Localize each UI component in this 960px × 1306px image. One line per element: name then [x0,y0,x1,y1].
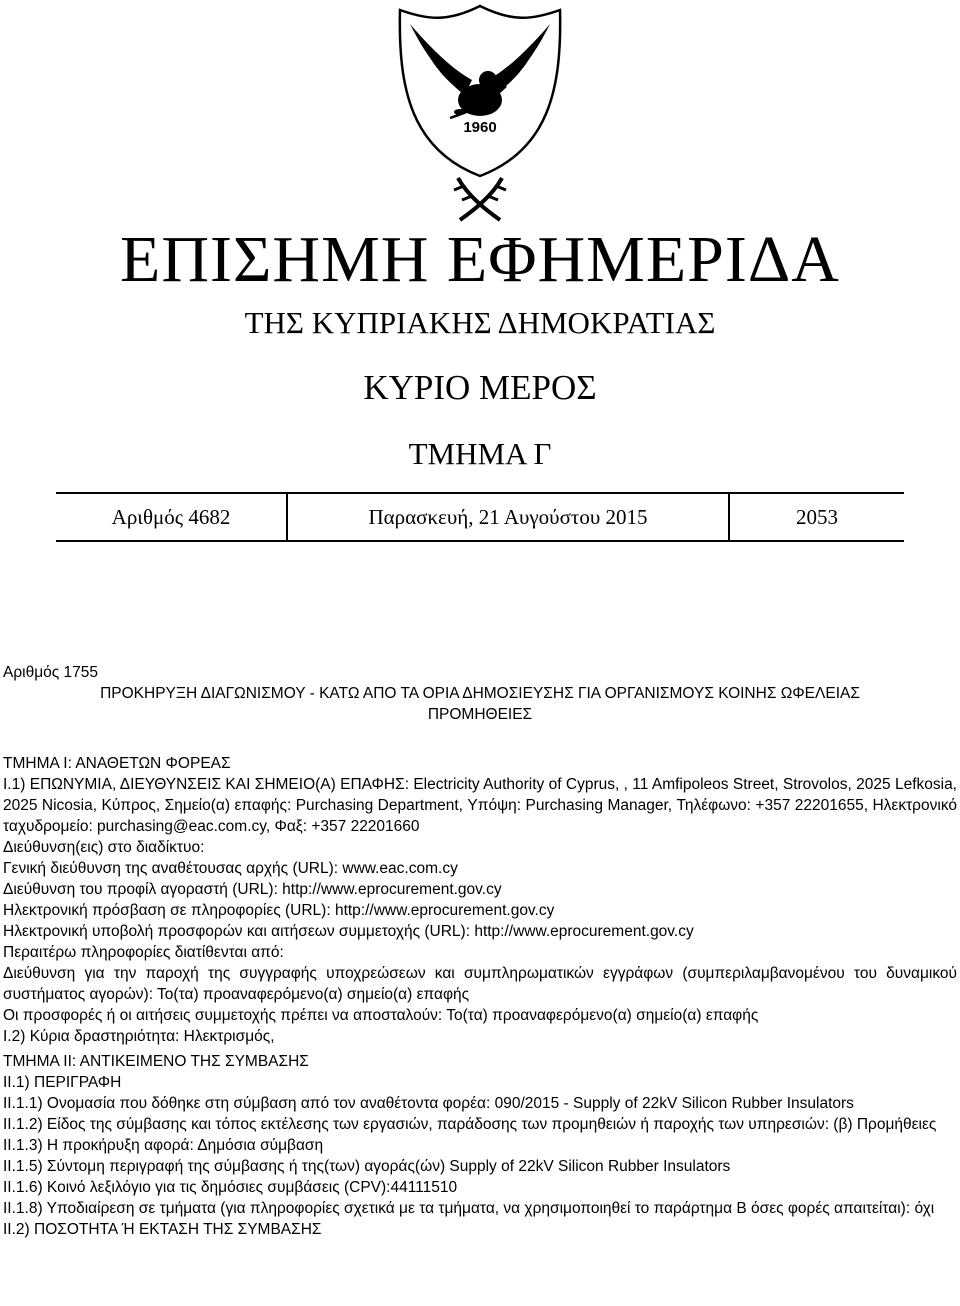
paragraph: Ηλεκτρονική πρόσβαση σε πληροφορίες (URL): http://www.eprocurement.gov.cy [3,902,555,919]
cyprus-emblem [388,0,572,228]
section-heading: ΤΜΗΜΑ ΙΙ: ΑΝΤΙΚΕΙΜΕΝΟ ΤΗΣ ΣΥΜΒΑΣΗΣ [3,1053,309,1070]
page-number: 2053 [796,504,838,529]
paragraph: Οι προσφορές ή οι αιτήσεις συμμετοχής πρέπει να αποσταλούν: Το(τα) προαναφερόμενο(α) σημείο(α) επαφής [3,1007,759,1024]
section-title: ΤΜΗΜΑ Γ [408,436,552,471]
notice-body [0,662,960,1240]
paragraph: ΙΙ.1) ΠΕΡΙΓΡΑΦΗ [3,1074,122,1091]
paragraph: Διεύθυνση του προφίλ αγοραστή (URL): http://www.eprocurement.gov.cy [3,881,502,898]
section-heading: ΤΜΗΜΑ Ι: ΑΝΑΘΕΤΩΝ ΦΟΡΕΑΣ [3,755,231,772]
paragraph: ΙΙ.1.6) Κοινό λεξιλόγιο για τις δημόσιες συμβάσεις (CPV):44111510 [3,1179,458,1196]
paragraph: Ηλεκτρονική υποβολή προσφορών και αιτήσεων συμμετοχής (URL): http://www.eprocurement.gov.cy [3,923,694,940]
cyprus-dove-emblem-icon [388,0,572,228]
issue-number: Αριθμός 4682 [56,494,288,540]
paragraph: ΙΙ.1.2) Είδος της σύμβασης και τόπος εκτέλεσης των εργασιών, παράδοσης των προμηθειών ή παροχής των υπηρεσιών: (β) Προμήθειες [3,1116,937,1133]
paragraph: Διεύθυνση(εις) στο διαδίκτυο: [3,839,205,856]
paragraph: ΙΙ.1.1) Ονομασία που δόθηκε στη σύμβαση από τον αναθέτοντα φορέα: 090/2015 - Supply of 22kV Silicon Rubber Insulators [3,1095,854,1112]
paragraph: ΙΙ.2) ΠΟΣΟΤΗΤΑ Ή ΕΚΤΑΣΗ ΤΗΣ ΣΥΜΒΑΣΗΣ [3,1221,322,1238]
part-title: ΚΥΡΙΟ ΜΕΡΟΣ [363,368,597,407]
paragraph: ΙΙ.1.5) Σύντομη περιγραφή της σύμβασης ή της(των) αγοράς(ών) Supply of 22kV Silicon Rubber Insulators [3,1158,731,1175]
gazette-title: ΕΠΙΣΗΜΗ ΕΦΗΜΕΡΙΔΑ [120,223,840,296]
paragraph: ΙΙ.1.3) Η προκήρυξη αφορά: Δημόσια σύμβαση [3,1137,324,1154]
paragraph: Περαιτέρω πληροφορίες διατίθενται από: [3,944,284,961]
paragraph: ΙΙ.1.8) Υποδιαίρεση σε τμήματα (για πληροφορίες σχετικά με τα τμήματα, να χρησιμοποιηθεί το παράρτημα Β όσες φορές απαιτείται): όχι [3,1200,935,1217]
paragraph: Ι.2) Κύρια δραστηριότητα: Ηλεκτρισμός, [3,1028,275,1045]
republic-subtitle: ΤΗΣ ΚΥΠΡΙΑΚΗΣ ΔΗΜΟΚΡΑΤΙΑΣ [244,305,716,340]
paragraph: Γενική διεύθυνση της αναθέτουσας αρχής (URL): www.eac.com.cy [3,860,458,877]
paragraph: Ι.1) ΕΠΩΝΥΜΙΑ, ΔΙΕΥΘΥΝΣΕΙΣ ΚΑΙ ΣΗΜΕΙΟ(Α) ΕΠΑΦΗΣ: Electricity Authority of Cyprus, , 11 Amfipoleos Street, Strovolos, 2025 Lefkosia, 2025 Nicosia, Κύπρος, Σημείο(α) επαφής: Purchasing Department, Υπόψη: Purchasing Manager, Τηλέφωνο: +357 22201655, Ηλεκτρονικό ταχυδρομείο: purchasing@eac.com.cy, Φαξ: +357 22201660 [3,776,957,835]
notice-heading: ΠΡΟΚΗΡΥΞΗ ΔΙΑΓΩΝΙΣΜΟΥ - ΚΑΤΩ ΑΠΟ ΤΑ ΟΡΙΑ ΔΗΜΟΣΙΕΥΣΗΣ ΓΙΑ ΟΡΓΑΝΙΣΜΟΥΣ ΚΟΙΝΗΣ ΩΦΕΛΕΙΑΣ [100,685,860,702]
notice-number: Αριθμός 1755 [3,664,99,681]
issue-bar [56,492,904,542]
emblem-year: 1960 [463,119,497,136]
issue-date: Παρασκευή, 21 Αυγούστου 2015 [288,494,730,540]
notice-category: ΠΡΟΜΗΘΕΙΕΣ [427,706,533,723]
paragraph: Διεύθυνση για την παροχή της συγγραφής υποχρεώσεων και συμπληρωματικών εγγράφων (συμπεριλαμβανομένου του δυναμικού συστήματος αγορών): Το(τα) προαναφερόμενο(α) σημείο(α) επαφής [3,965,957,1003]
